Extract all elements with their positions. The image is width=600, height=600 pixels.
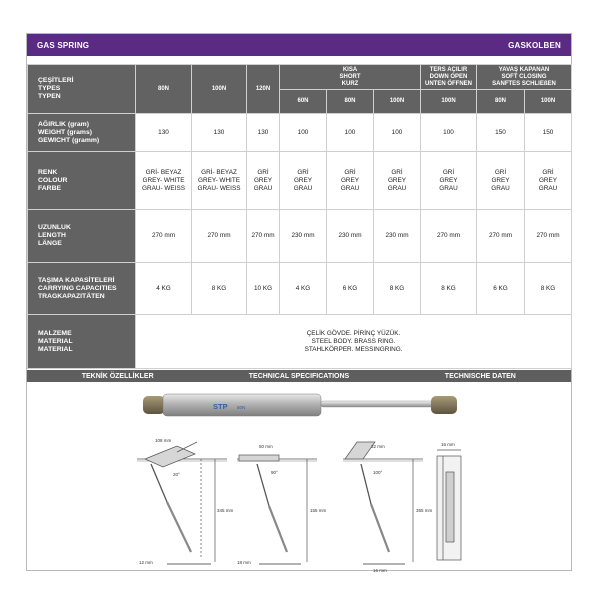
material-row: [28, 315, 572, 369]
length-cell: 230 mm: [374, 210, 421, 263]
dim-angle-3: 100°: [373, 470, 383, 475]
dim-height-1: 345 mm: [217, 508, 234, 513]
material-label: MALZEME MATERIAL MATERIAL: [28, 315, 136, 369]
type-col-7: 100N: [421, 90, 477, 114]
colour-row: [28, 152, 572, 210]
length-cell: 230 mm: [280, 210, 327, 263]
end-fitting-right: [431, 396, 457, 414]
length-row: [28, 210, 572, 263]
dim-bottom-3: 16 mm: [373, 568, 387, 573]
colour-cell: GRİ GREY GRAU: [374, 152, 421, 210]
capacity-cell: 8 KG: [374, 263, 421, 315]
length-cell: 270 mm: [192, 210, 247, 263]
capacity-row: [28, 263, 572, 315]
colour-cell: GRİ GREY GRAU: [421, 152, 477, 210]
colour-cell: GRİ GREY GRAU: [280, 152, 327, 210]
mount-diagram-1: [137, 442, 227, 564]
dim-top-3: 32 mm: [371, 444, 385, 449]
group-down-open: TERS AÇILIR DOWN OPEN UNTEN ÖFFNEN: [421, 65, 477, 90]
product-code: 80N: [237, 405, 246, 410]
end-fitting-left: [143, 396, 165, 414]
spec-sheet: [26, 33, 572, 571]
capacity-cell: 6 KG: [327, 263, 374, 315]
colour-cell: GRİ GREY GRAU: [327, 152, 374, 210]
length-cell: 230 mm: [327, 210, 374, 263]
types-row-1: [28, 65, 572, 90]
length-cell: 270 mm: [247, 210, 280, 263]
colour-cell: GRİ- BEYAZ GREY- WHITE GRAU- WEISS: [192, 152, 247, 210]
dim-height-2: 155 mm: [310, 508, 327, 513]
section-footer: [27, 370, 571, 382]
capacity-cell: 8 KG: [421, 263, 477, 315]
colour-cell: GRİ GREY GRAU: [477, 152, 525, 210]
colour-label: RENK COLOUR FARBE: [28, 152, 136, 210]
type-col-4: 60N: [280, 90, 327, 114]
footer-en: TECHNICAL SPECIFICATIONS: [248, 372, 350, 380]
capacity-cell: 4 KG: [280, 263, 327, 315]
weight-cell: 130: [136, 114, 192, 152]
group-short: KISA SHORT KURZ: [280, 65, 421, 90]
colour-cell: GRİ- BEYAZ GREY- WHITE GRAU- WEISS: [136, 152, 192, 210]
weight-cell: 100: [374, 114, 421, 152]
capacity-cell: 10 KG: [247, 263, 280, 315]
length-cell: 270 mm: [136, 210, 192, 263]
weight-cell: 100: [327, 114, 374, 152]
colour-cell: GRİ GREY GRAU: [525, 152, 572, 210]
footer-tr: TEKNİK ÖZELLİKLER: [81, 372, 154, 380]
types-label: ÇEŞİTLERİ TYPES TYPEN: [28, 65, 136, 114]
type-col-9: 100N: [525, 90, 572, 114]
type-col-1: 80N: [136, 65, 192, 114]
weight-cell: 130: [247, 114, 280, 152]
brand-logo: STP: [213, 402, 228, 411]
spec-table: [27, 64, 572, 369]
colour-cell: GRİ GREY GRAU: [247, 152, 280, 210]
length-cell: 270 mm: [477, 210, 525, 263]
weight-row: [28, 114, 572, 152]
dim-top-4: 16 mm: [441, 442, 455, 447]
footer-de: TECHNISCHE DATEN: [444, 372, 516, 380]
piston-rod: [321, 401, 433, 407]
length-cell: 270 mm: [421, 210, 477, 263]
dim-bottom-1: 12 mm: [139, 560, 153, 565]
type-col-2: 100N: [192, 65, 247, 114]
weight-cell: 100: [421, 114, 477, 152]
dim-top-1: 108 mm: [155, 438, 172, 443]
weight-cell: 100: [280, 114, 327, 152]
group-soft-closing: YAVAŞ KAPANAN SOFT CLOSING SANFTES SCHLIEßEN: [477, 65, 572, 90]
capacity-cell: 8 KG: [525, 263, 572, 315]
length-cell: 270 mm: [525, 210, 572, 263]
dim-height-3: 355 mm: [416, 508, 433, 513]
type-col-6: 100N: [374, 90, 421, 114]
weight-label: AĞIRLIK (gram) WEIGHT (grams) GEWICHT (gramm): [28, 114, 136, 152]
material-value: ÇELİK GÖVDE. PİRİNÇ YÜZÜK. STEEL BODY. BRASS RING. STAHLKÖRPER. MESSINGRING.: [136, 315, 572, 369]
side-view-diagram: [437, 450, 461, 560]
title-right: GASKOLBEN: [508, 40, 561, 50]
capacity-cell: 8 KG: [192, 263, 247, 315]
dim-top-2: 50 mm: [259, 444, 273, 449]
dim-angle-2: 90°: [271, 470, 278, 475]
capacity-cell: 4 KG: [136, 263, 192, 315]
weight-cell: 130: [192, 114, 247, 152]
type-col-8: 80N: [477, 90, 525, 114]
mount-diagram-3: [343, 442, 423, 564]
weight-cell: 150: [525, 114, 572, 152]
type-col-3: 120N: [247, 65, 280, 114]
weight-cell: 150: [477, 114, 525, 152]
gas-spring-photo: [143, 394, 457, 416]
dim-angle-1: 20°: [173, 472, 180, 477]
type-col-5: 80N: [327, 90, 374, 114]
title-bar: [27, 34, 571, 56]
capacity-label: TAŞIMA KAPASİTELERİ CARRYING CAPACITIES TRAGKAPAZITÄTEN: [28, 263, 136, 315]
length-label: UZUNLUK LENGTH LÄNGE: [28, 210, 136, 263]
title-left: GAS SPRING: [37, 40, 90, 50]
product-illustration: [27, 382, 571, 573]
dim-bottom-2: 18 mm: [237, 560, 251, 565]
capacity-cell: 6 KG: [477, 263, 525, 315]
